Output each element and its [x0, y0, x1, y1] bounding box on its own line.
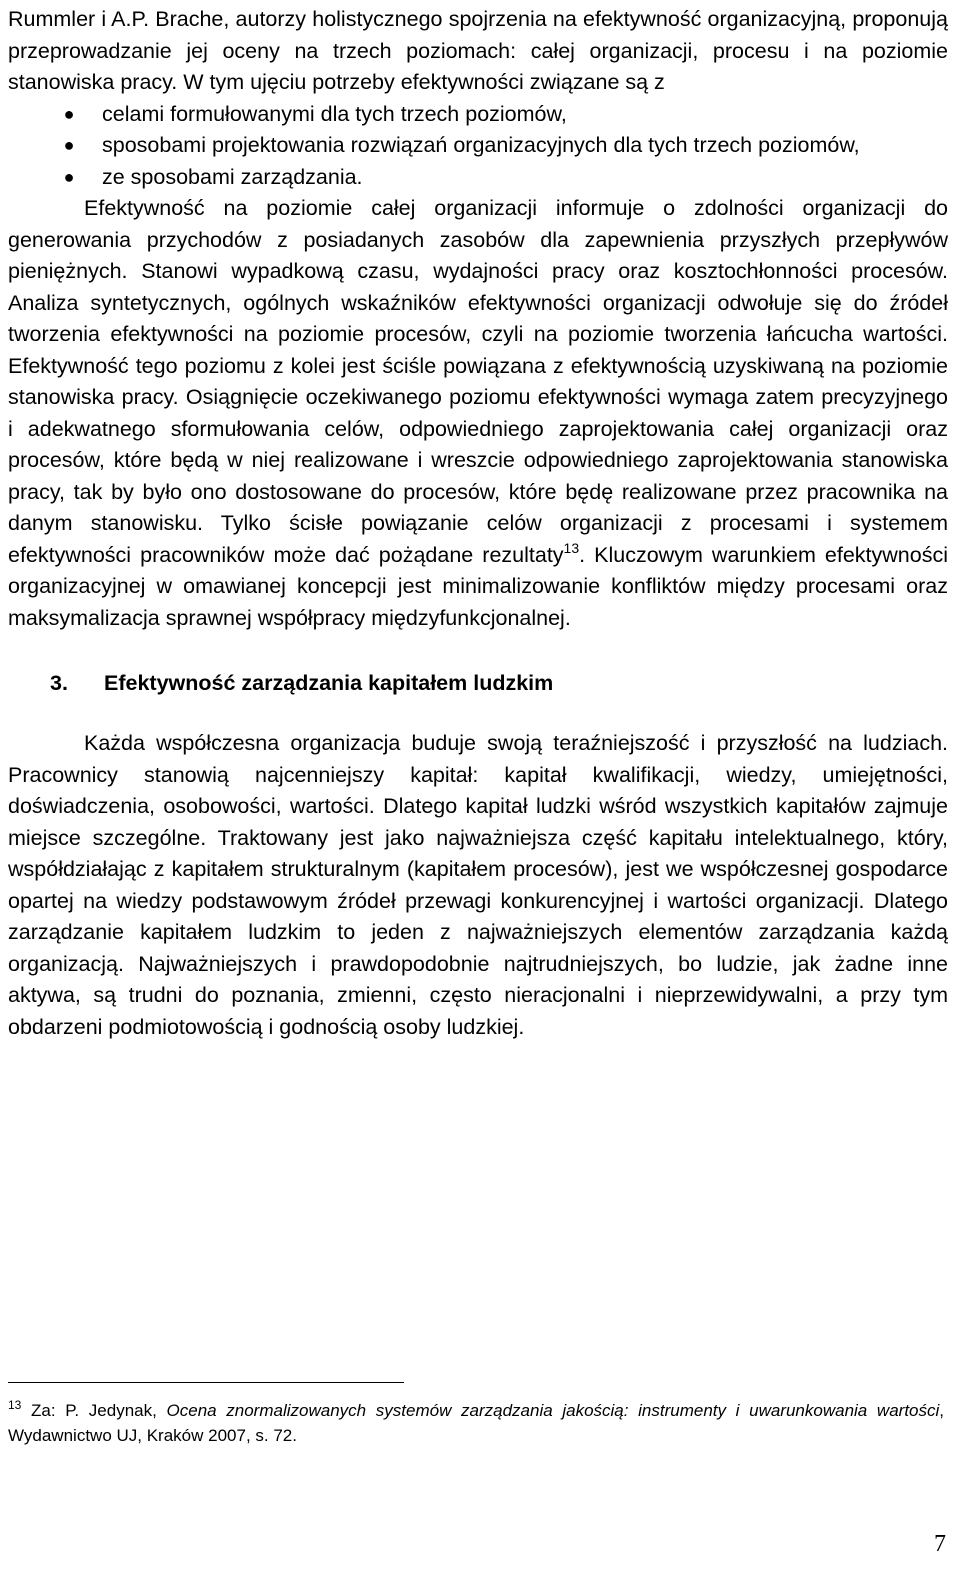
- bullet-dot-icon: ●: [63, 103, 75, 124]
- footnote-suffix: , Wydawnictwo UJ, Kraków 2007, s. 72.: [8, 1401, 945, 1445]
- list-item: [8, 99, 948, 131]
- efficiency-paragraph: [8, 193, 948, 634]
- footnote-reference[interactable]: 13: [563, 539, 580, 556]
- list-item-text: sposobami projektowania rozwiązań organizacyjnych dla tych trzech poziomów,: [102, 133, 860, 157]
- bullet-list: [8, 99, 948, 194]
- footnote-prefix: Za: P. Jedynak,: [21, 1401, 167, 1420]
- section-number: 3.: [50, 671, 68, 695]
- list-item-text: ze sposobami zarządzania.: [102, 164, 363, 189]
- list-item: [8, 130, 948, 162]
- bullet-dot-icon: ●: [63, 166, 75, 187]
- efficiency-text-part2: . Kluczowym warunkiem efektywności organizacyjnej w omawianej koncepcji jest minimalizowanie konfliktów między procesami oraz maksymalizacja sprawnej współpracy międzyfunkcjonalnej.: [8, 542, 948, 630]
- footnote-number: 13: [8, 1398, 22, 1412]
- footnote-title: Ocena znormalizowanych systemów zarządzania jakością: instrumenty i uwarunkowania wartości: [166, 1401, 940, 1420]
- intro-paragraph: Rummler i A.P. Brache, autorzy holistycznego spojrzenia na efektywność organizacyjną, proponują przeprowadzanie jej oceny na trzech poziomach: całej organizacji, procesu i na poziomie stanowiska pracy. W tym ujęciu potrzeby efektywności związane są z: [8, 7, 948, 94]
- section-title: Efektywność zarządzania kapitałem ludzkim: [104, 671, 554, 695]
- section-heading: [8, 668, 948, 698]
- human-capital-paragraph: Każda współczesna organizacja buduje swoją teraźniejszość i przyszłość na ludziach. Pracownicy stanowią najcenniejszy kapitał: kapitał kwalifikacji, wiedzy, umiejętności, doświadczenia, osobowości, wartości. Dlatego kapitał ludzki wśród wszystkich kapitałów zajmuje miejsce szczególne. Traktowany jest jako najważniejsza część kapitału intelektualnego, który, współdziałając z kapitałem strukturalnym (kapitałem procesów), jest we współczesnej gospodarce opartej na wiedzy podstawowym źródeł przewagi konkurencyjnej i wartości organizacji. Dlatego zarządzanie kapitałem ludzkim to jeden z najważniejszych elementów zarządzania każdą organizacją. Najważniejszych i prawdopodobnie najtrudniejszych, bo ludzie, jak żadne inne aktywa, są trudni do poznania, zmienni, często nieracjonalni i nieprzewidywalni, a przy tym obdarzeni podmiotowością i godnością osoby ludzkiej.: [8, 731, 948, 1039]
- list-item: [8, 162, 948, 194]
- footnote-separator: [8, 1382, 404, 1383]
- footnote: [8, 1398, 944, 1448]
- bullet-dot-icon: ●: [63, 135, 75, 155]
- efficiency-text-part1: Efektywność na poziomie całej organizacji informuje o zdolności organizacji do generowania przychodów z posiadanych zasobów dla zapewnienia przyszłych przepływów pieniężnych. Stanowi wypadkową czasu, wydajności pracy oraz kosztochłonności procesów. Analiza syntetycznych, ogólnych wskaźników efektywności organizacji odwołuje się do źródeł tworzenia efektywności na poziomie procesów, czyli na poziomie tworzenia łańcucha wartości. Efektywność tego poziomu z kolei jest ściśle powiązana z efektywnością uzyskiwaną na poziomie stanowiska pracy. Osiągnięcie oczekiwanego poziomu efektywności wymaga zatem precyzyjnego i adekwatnego sformułowania celów, odpowiedniego zaprojektowania całej organizacji oraz procesów, które będą w niej realizowane i wreszcie odpowiedniego zaprojektowania stanowiska pracy, tak by było ono dostosowane do procesów, które będę realizowane przez pracownika na danym stanowisku. Tylko ścisłe powiązanie celów organizacji z procesami i systemem efektywności pracowników może dać pożądane rezultaty: [8, 196, 948, 567]
- list-item-text: celami formułowanymi dla tych trzech poziomów,: [102, 101, 567, 126]
- page-number: 7: [934, 1531, 946, 1557]
- document-page: [8, 0, 948, 1043]
